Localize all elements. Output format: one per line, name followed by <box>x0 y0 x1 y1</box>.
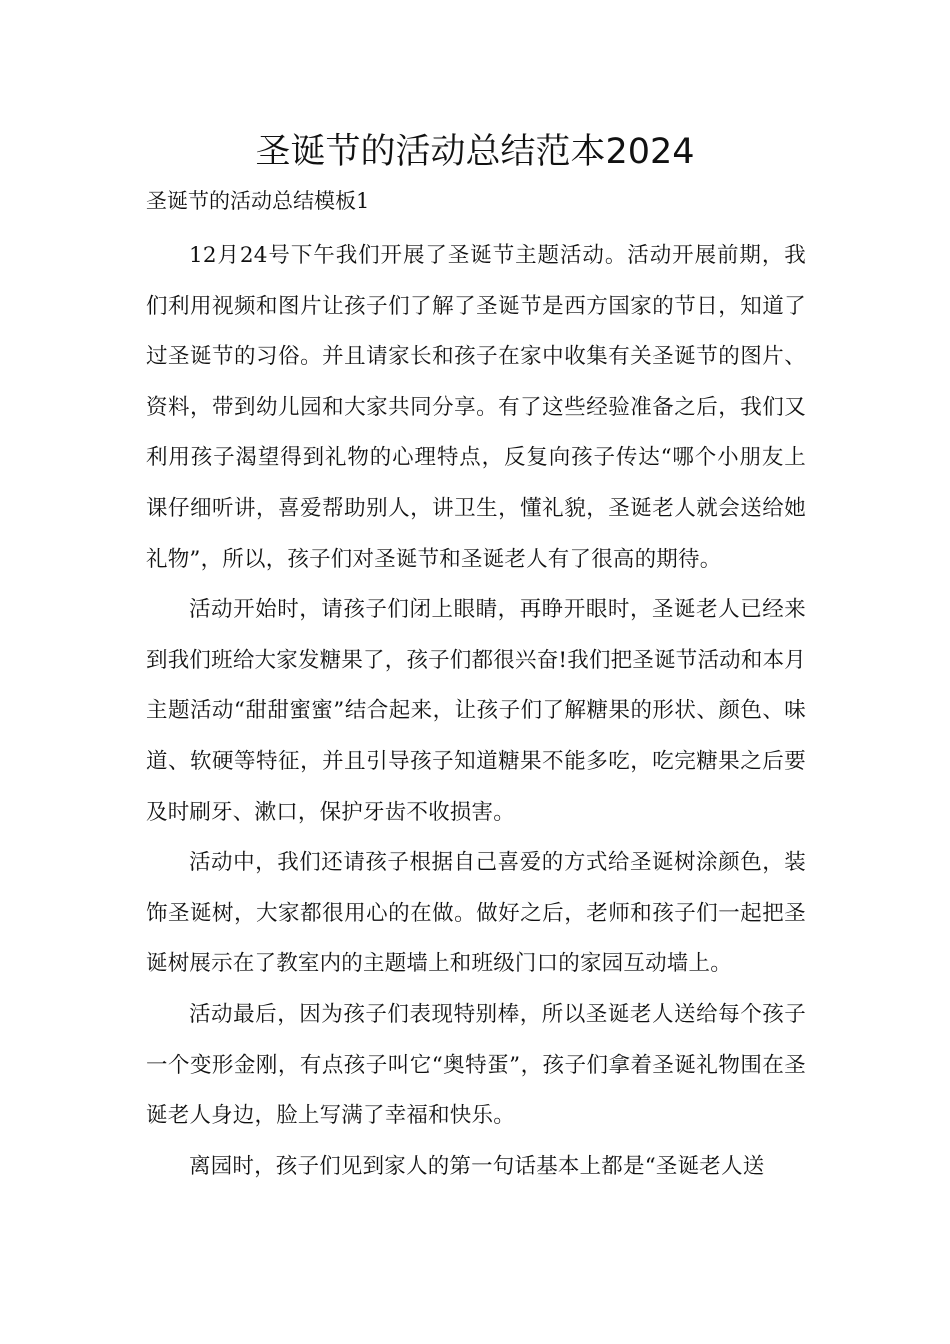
paragraph-1: 12月24号下午我们开展了圣诞节主题活动。活动开展前期，我们利用视频和图片让孩子们了解了圣诞节是西方国家的节日，知道了过圣诞节的习俗。并且请家长和孩子在家中收集有关圣诞节的图片、资料，带到幼儿园和大家共同分享。有了这些经验准备之后，我们又利用孩子渴望得到礼物的心理特点，反复向孩子传达“哪个小朋友上课仔细听讲，喜爱帮助别人，讲卫生，懂礼貌，圣诞老人就会送给她礼物”，所以，孩子们对圣诞节和圣诞老人有了很高的期待。 <box>146 243 806 572</box>
paragraph-4: 活动最后，因为孩子们表现特别棒，所以圣诞老人送给每个孩子一个变形金刚，有点孩子叫它“奥特蛋”，孩子们拿着圣诞礼物围在圣诞老人身边，脸上写满了幸福和快乐。 <box>146 1001 806 1129</box>
paragraph-5: 离园时，孩子们见到家人的第一句话基本上都是“圣诞老人送 <box>189 1153 765 1179</box>
paragraph-3: 活动中，我们还请孩子根据自己喜爱的方式给圣诞树涂颜色，装饰圣诞树，大家都很用心的在做。做好之后，老师和孩子们一起把圣诞树展示在了教室内的主题墙上和班级门口的家园互动墙上。 <box>146 850 806 977</box>
document-body <box>146 231 806 1192</box>
document-title: 圣诞节的活动总结范本2024 <box>255 132 695 172</box>
document-subtitle: 圣诞节的活动总结模板1 <box>146 189 370 213</box>
paragraph-2: 活动开始时，请孩子们闭上眼睛，再睁开眼时，圣诞老人已经来到我们班给大家发糖果了，孩子们都很兴奋!我们把圣诞节活动和本月主题活动“甜甜蜜蜜”结合起来，让孩子们了解糖果的形状、颜色、味道、软硬等特征，并且引导孩子知道糖果不能多吃，吃完糖果之后要及时刷牙、漱口，保护牙齿不收损害。 <box>146 597 806 825</box>
